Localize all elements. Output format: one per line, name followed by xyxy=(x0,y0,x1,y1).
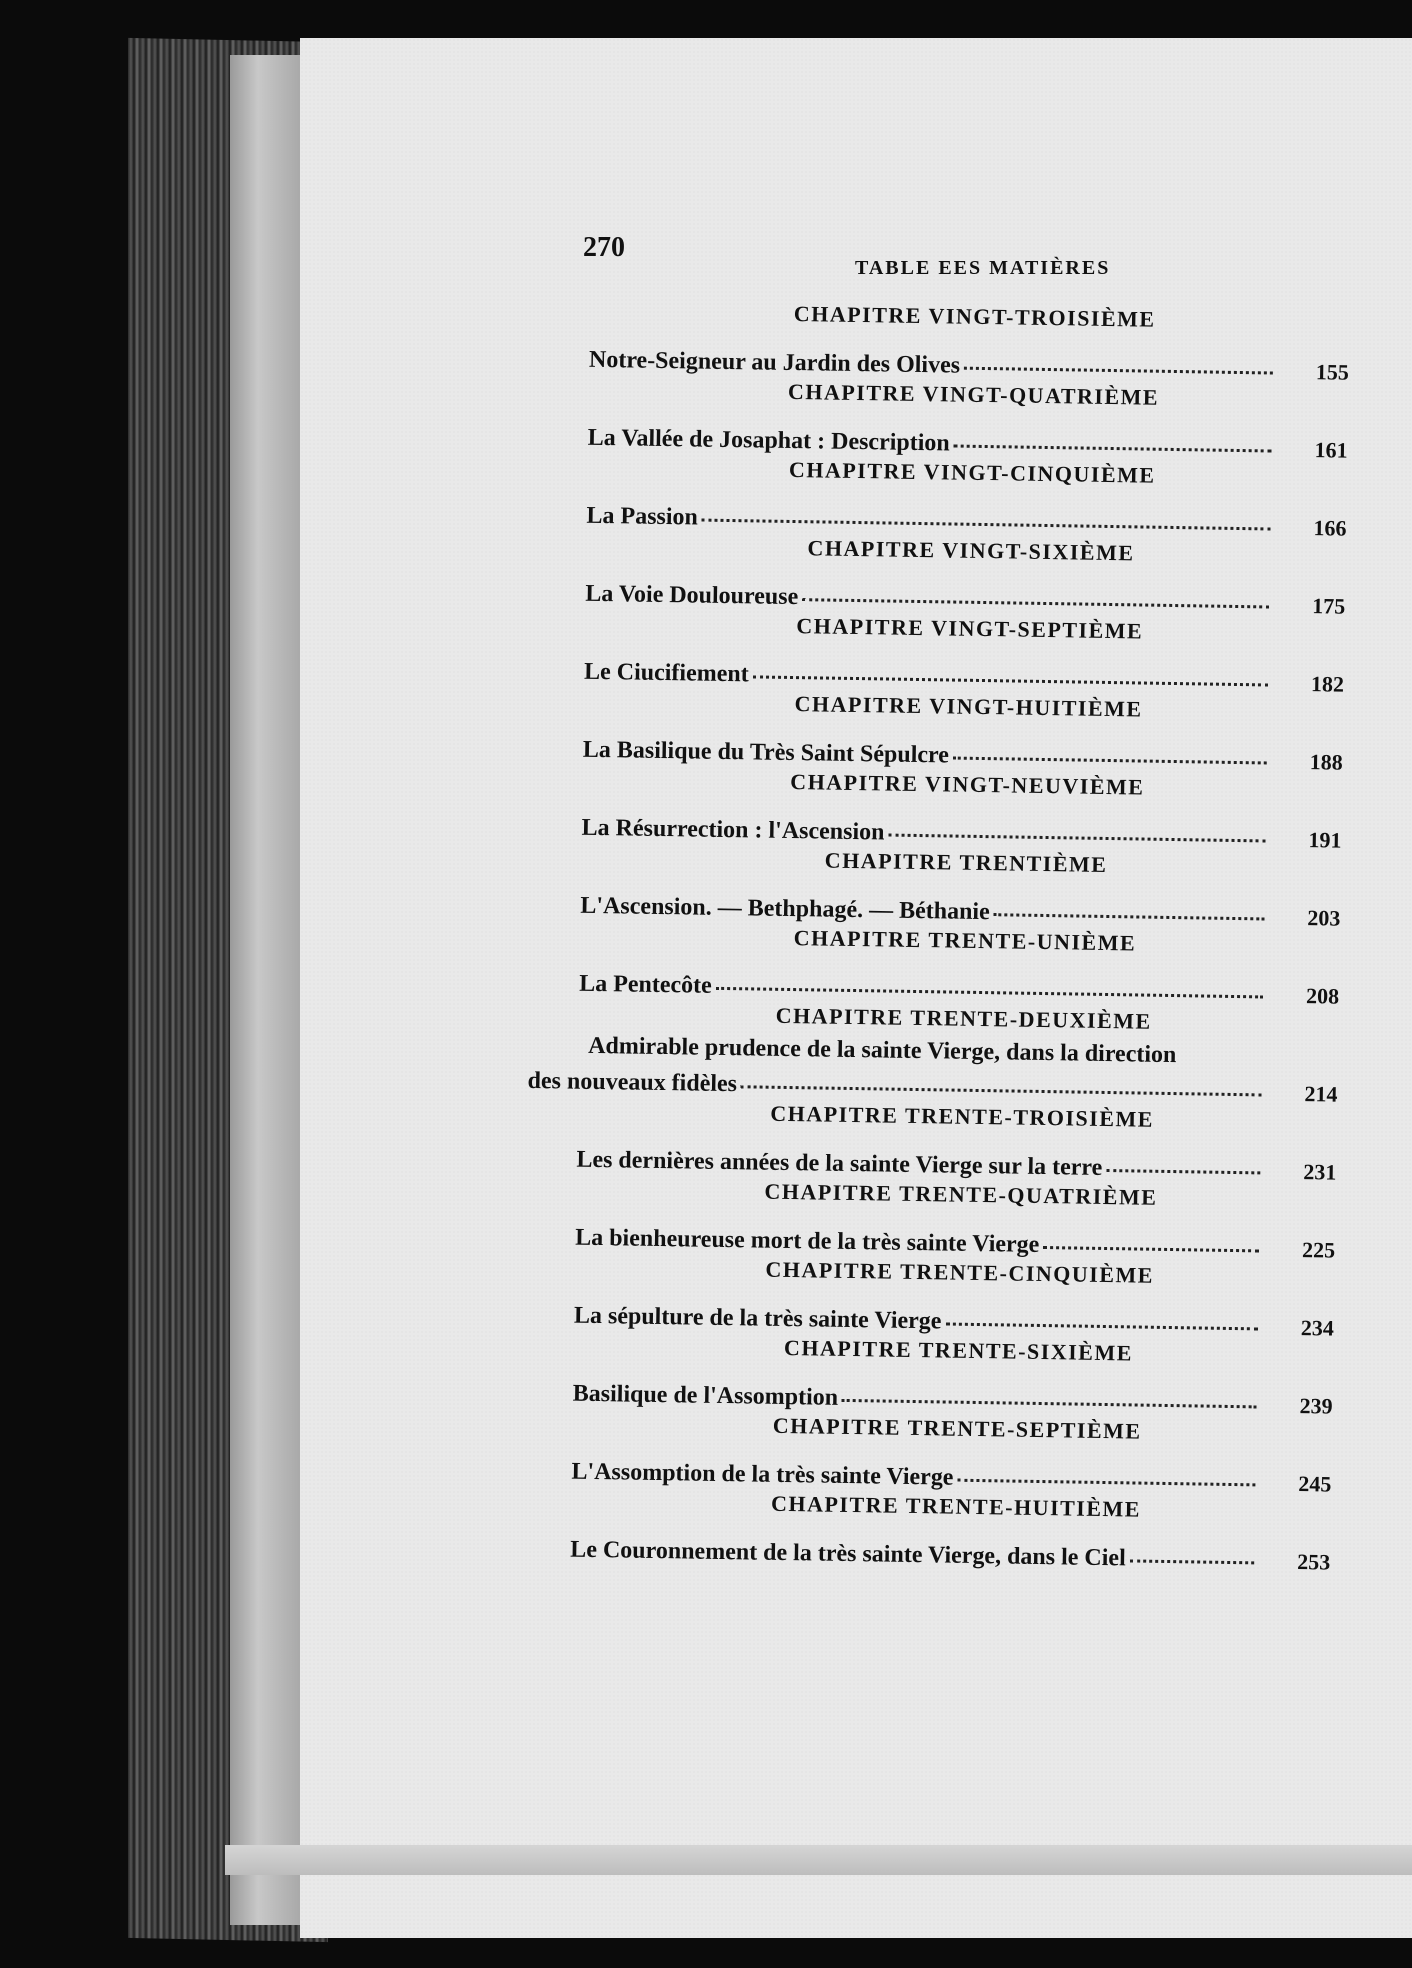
chapter-heading: CHAPITRE VINGT-TROISIÈME xyxy=(793,300,1156,332)
page-ref: 225 xyxy=(1301,1237,1336,1263)
toc-entry xyxy=(538,373,1349,464)
toc-entry xyxy=(534,607,1345,698)
dot-leader xyxy=(716,987,1263,999)
dot-leader xyxy=(888,834,1265,843)
chapter-heading: CHAPITRE TRENTE-DEUXIÈME xyxy=(775,1002,1152,1034)
chapter-heading: CHAPITRE VINGT-NEUVIÈME xyxy=(790,768,1145,800)
chapter-title-line1: Admirable prudence de la sainte Vierge, dans la direction xyxy=(588,1032,1177,1069)
chapter-heading: CHAPITRE TRENTE-UNIÈME xyxy=(793,925,1137,956)
dot-leader xyxy=(957,1479,1255,1487)
page-ref: 166 xyxy=(1313,515,1347,541)
page-ref: 191 xyxy=(1308,827,1342,853)
chapter-heading: CHAPITRE TRENTE-SEPTIÈME xyxy=(772,1412,1142,1444)
toc-entry xyxy=(531,763,1342,854)
chapter-heading: CHAPITRE TRENTE-HUITIÈME xyxy=(770,1490,1142,1522)
chapter-title: La Passion xyxy=(586,502,699,531)
chapter-title: La Basilique du Très Saint Sépulcre xyxy=(582,736,950,769)
page-ref: 175 xyxy=(1312,593,1346,619)
dot-leader xyxy=(842,1399,1257,1409)
toc-entry xyxy=(527,997,1338,1108)
chapter-title: La Pentecôte xyxy=(578,970,712,999)
dot-leader xyxy=(953,757,1267,765)
dot-leader xyxy=(753,675,1268,686)
book-page-edge-highlight xyxy=(230,55,300,1925)
dot-leader xyxy=(1106,1169,1260,1174)
toc-entry xyxy=(525,1173,1336,1264)
dot-leader xyxy=(1043,1246,1259,1252)
page-ref: 253 xyxy=(1297,1549,1331,1575)
dot-leader xyxy=(702,519,1271,531)
book-page-bottom-edge xyxy=(225,1845,1412,1875)
page-ref: 203 xyxy=(1307,905,1341,931)
dot-leader xyxy=(1130,1559,1255,1564)
chapter-title: L'Assomption de la très sainte Vierge xyxy=(571,1458,954,1491)
chapter-heading: CHAPITRE TRENTE-CINQUIÈME xyxy=(765,1256,1155,1288)
page-number: 270 xyxy=(583,232,625,263)
page-ref: 245 xyxy=(1298,1471,1332,1497)
chapter-heading: CHAPITRE VINGT-CINQUIÈME xyxy=(788,456,1156,488)
page-ref: 161 xyxy=(1314,437,1348,463)
chapter-heading: CHAPITRE TRENTE-TROISIÈME xyxy=(770,1100,1155,1132)
chapter-heading: CHAPITRE VINGT-QUATRIÈME xyxy=(787,378,1160,410)
dot-leader xyxy=(954,445,1272,453)
toc-entry xyxy=(530,841,1341,932)
dot-leader xyxy=(945,1322,1257,1330)
chapter-title: La bienheureuse mort de la très sainte Vierge xyxy=(574,1224,1040,1258)
toc-entry xyxy=(526,1095,1337,1186)
toc-entry xyxy=(521,1407,1332,1498)
toc-entry xyxy=(536,451,1347,542)
page-ref: 188 xyxy=(1309,749,1343,775)
chapter-heading: CHAPITRE TRENTE-SIXIÈME xyxy=(783,1334,1134,1366)
chapter-heading: CHAPITRE VINGT-SEPTIÈME xyxy=(796,613,1144,644)
dot-leader xyxy=(964,367,1273,375)
dot-leader xyxy=(802,598,1269,608)
toc-entry xyxy=(529,919,1340,1010)
chapter-heading: CHAPITRE VINGT-SIXIÈME xyxy=(807,535,1135,566)
toc-entry xyxy=(539,295,1350,386)
chapter-title: Le Ciucifiement xyxy=(583,658,749,688)
chapter-title: La Vallée de Josaphat : Description xyxy=(587,424,950,457)
dot-leader xyxy=(994,913,1265,920)
chapter-heading: CHAPITRE VINGT-HUITIÈME xyxy=(794,691,1143,722)
chapter-title: L'Ascension. — Bethphagé. — Béthanie xyxy=(580,892,990,926)
chapter-title: Le Couronnement de la très sainte Vierge, dans le Ciel xyxy=(570,1536,1126,1572)
chapter-title: Les dernières années de la sainte Vierge sur la terre xyxy=(576,1146,1103,1181)
page-ref: 234 xyxy=(1300,1315,1335,1341)
page-ref: 214 xyxy=(1304,1081,1338,1107)
chapter-title: La Résurrection : l'Ascension xyxy=(581,814,885,846)
dot-leader xyxy=(741,1085,1262,1096)
chapter-heading: CHAPITRE TRENTIÈME xyxy=(824,847,1108,877)
page-ref: 182 xyxy=(1310,671,1345,697)
chapter-heading: CHAPITRE TRENTE-QUATRIÈME xyxy=(764,1178,1158,1210)
running-head: TABLE EES MATIÈRES xyxy=(855,257,1111,279)
page-ref: 239 xyxy=(1299,1393,1333,1419)
chapter-title: Notre-Seigneur au Jardin des Olives xyxy=(588,346,961,379)
toc-entry xyxy=(523,1329,1334,1420)
toc-entry xyxy=(533,685,1344,776)
chapter-title: La sépulture de la très sainte Vierge xyxy=(573,1302,942,1335)
chapter-title: des nouveaux fidèles xyxy=(527,1067,738,1098)
toc-entry xyxy=(535,529,1346,620)
table-of-contents xyxy=(520,295,1350,1576)
toc-entry xyxy=(520,1485,1331,1576)
chapter-title: Basilique de l'Assomption xyxy=(572,1380,839,1411)
page-ref: 231 xyxy=(1303,1159,1337,1185)
chapter-title: La Voie Douloureuse xyxy=(585,580,799,611)
page-ref: 208 xyxy=(1305,983,1340,1009)
page-ref: 155 xyxy=(1315,359,1350,385)
toc-entry xyxy=(524,1251,1335,1342)
